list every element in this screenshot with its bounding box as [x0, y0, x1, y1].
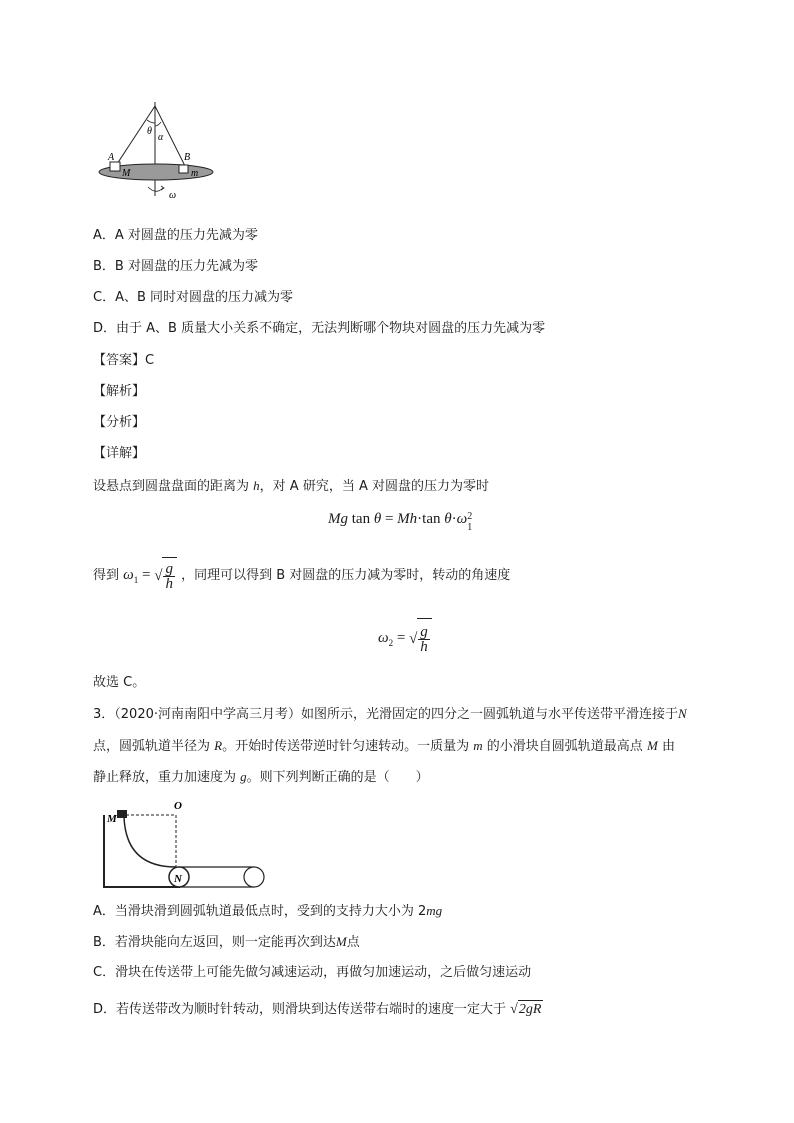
- omega1-line: 得到 $\omega_1$ = √ $\frac{g}{h}$ ，同理可以得到 B 对圆盘的压力减为零时，转动的角速度: [93, 557, 510, 598]
- answer-label: 【答案】C: [93, 353, 155, 368]
- label-n: N: [174, 873, 182, 885]
- figure-rotating-disc: [95, 100, 225, 205]
- detail-label: 【详解】: [93, 446, 146, 461]
- label-small-m: m: [191, 168, 199, 179]
- block-a: [110, 162, 120, 171]
- quarter-arc: [124, 817, 176, 867]
- q3-option-b: B．若滑块能向左返回，则一定能再次到达M点: [93, 934, 360, 950]
- detail-text: 设悬点到圆盘盘面的距离为 h，对 A 研究，当 A 对圆盘的压力为零时: [93, 478, 489, 494]
- option-a: A．A 对圆盘的压力先减为零: [93, 228, 258, 243]
- q3-line-3: 静止释放，重力加速度为 g。则下列判断正确的是（ ）: [93, 769, 429, 785]
- q3-option-d: D．若传送带改为顺时针转动，则滑块到达传送带右端时的速度一定大于 √2gR: [93, 1002, 542, 1017]
- sqrt-g-over-h-1: √ $\frac{g}{h}$: [154, 557, 177, 594]
- label-o: O: [174, 800, 182, 812]
- label-big-m: M: [122, 168, 131, 179]
- label-a: A: [108, 152, 115, 163]
- label-b: B: [184, 152, 191, 163]
- block-b: [179, 165, 188, 173]
- q3-option-a: A．当滑块滑到圆弧轨道最低点时，受到的支持力大小为 2mg: [93, 903, 443, 919]
- q3-line-1: 3．（2020·河南南阳中学高三月考）如图所示，光滑固定的四分之一圆弧轨道与水平传送带平滑连接于N: [93, 706, 687, 722]
- pulley-right: [244, 867, 264, 887]
- label-omega: ω: [169, 190, 177, 201]
- label-alpha: α: [158, 132, 164, 143]
- analysis-label: 【解析】: [93, 384, 146, 399]
- conclusion: 故选 C。: [93, 675, 146, 690]
- option-c: C．A、B 同时对圆盘的压力减为零: [93, 290, 294, 305]
- label-m: M: [107, 813, 117, 825]
- formula-omega2: $\omega_2$ = √ $\frac{g}{h}$: [378, 618, 432, 663]
- formula-1: Mg tan θ = Mh·tan θ·ω 2 1: [328, 511, 473, 533]
- sqrt-g-over-h-2: √ $\frac{g}{h}$: [409, 618, 432, 659]
- q3-line-2: 点，圆弧轨道半径为 R。开始时传送带逆时针匀速转动。一质量为 m 的小滑块自圆弧轨道最高点 M 由: [93, 738, 675, 754]
- sqrt-2gr: √2gR: [510, 1002, 542, 1017]
- block-m: [117, 810, 127, 818]
- fenxi-label: 【分析】: [93, 415, 146, 430]
- angle-arc-alpha: [155, 122, 161, 126]
- figure-arc-conveyor: [96, 795, 271, 893]
- option-b: B．B 对圆盘的压力先减为零: [93, 259, 258, 274]
- label-theta: θ: [147, 126, 152, 137]
- option-d: D．由于 A、B 质量大小关系不确定，无法判断哪个物块对圆盘的压力先减为零: [93, 321, 546, 336]
- angle-arc-theta: [147, 120, 155, 123]
- q3-option-c: C．滑块在传送带上可能先做匀减速运动，再做匀加速运动，之后做匀速运动: [93, 965, 532, 980]
